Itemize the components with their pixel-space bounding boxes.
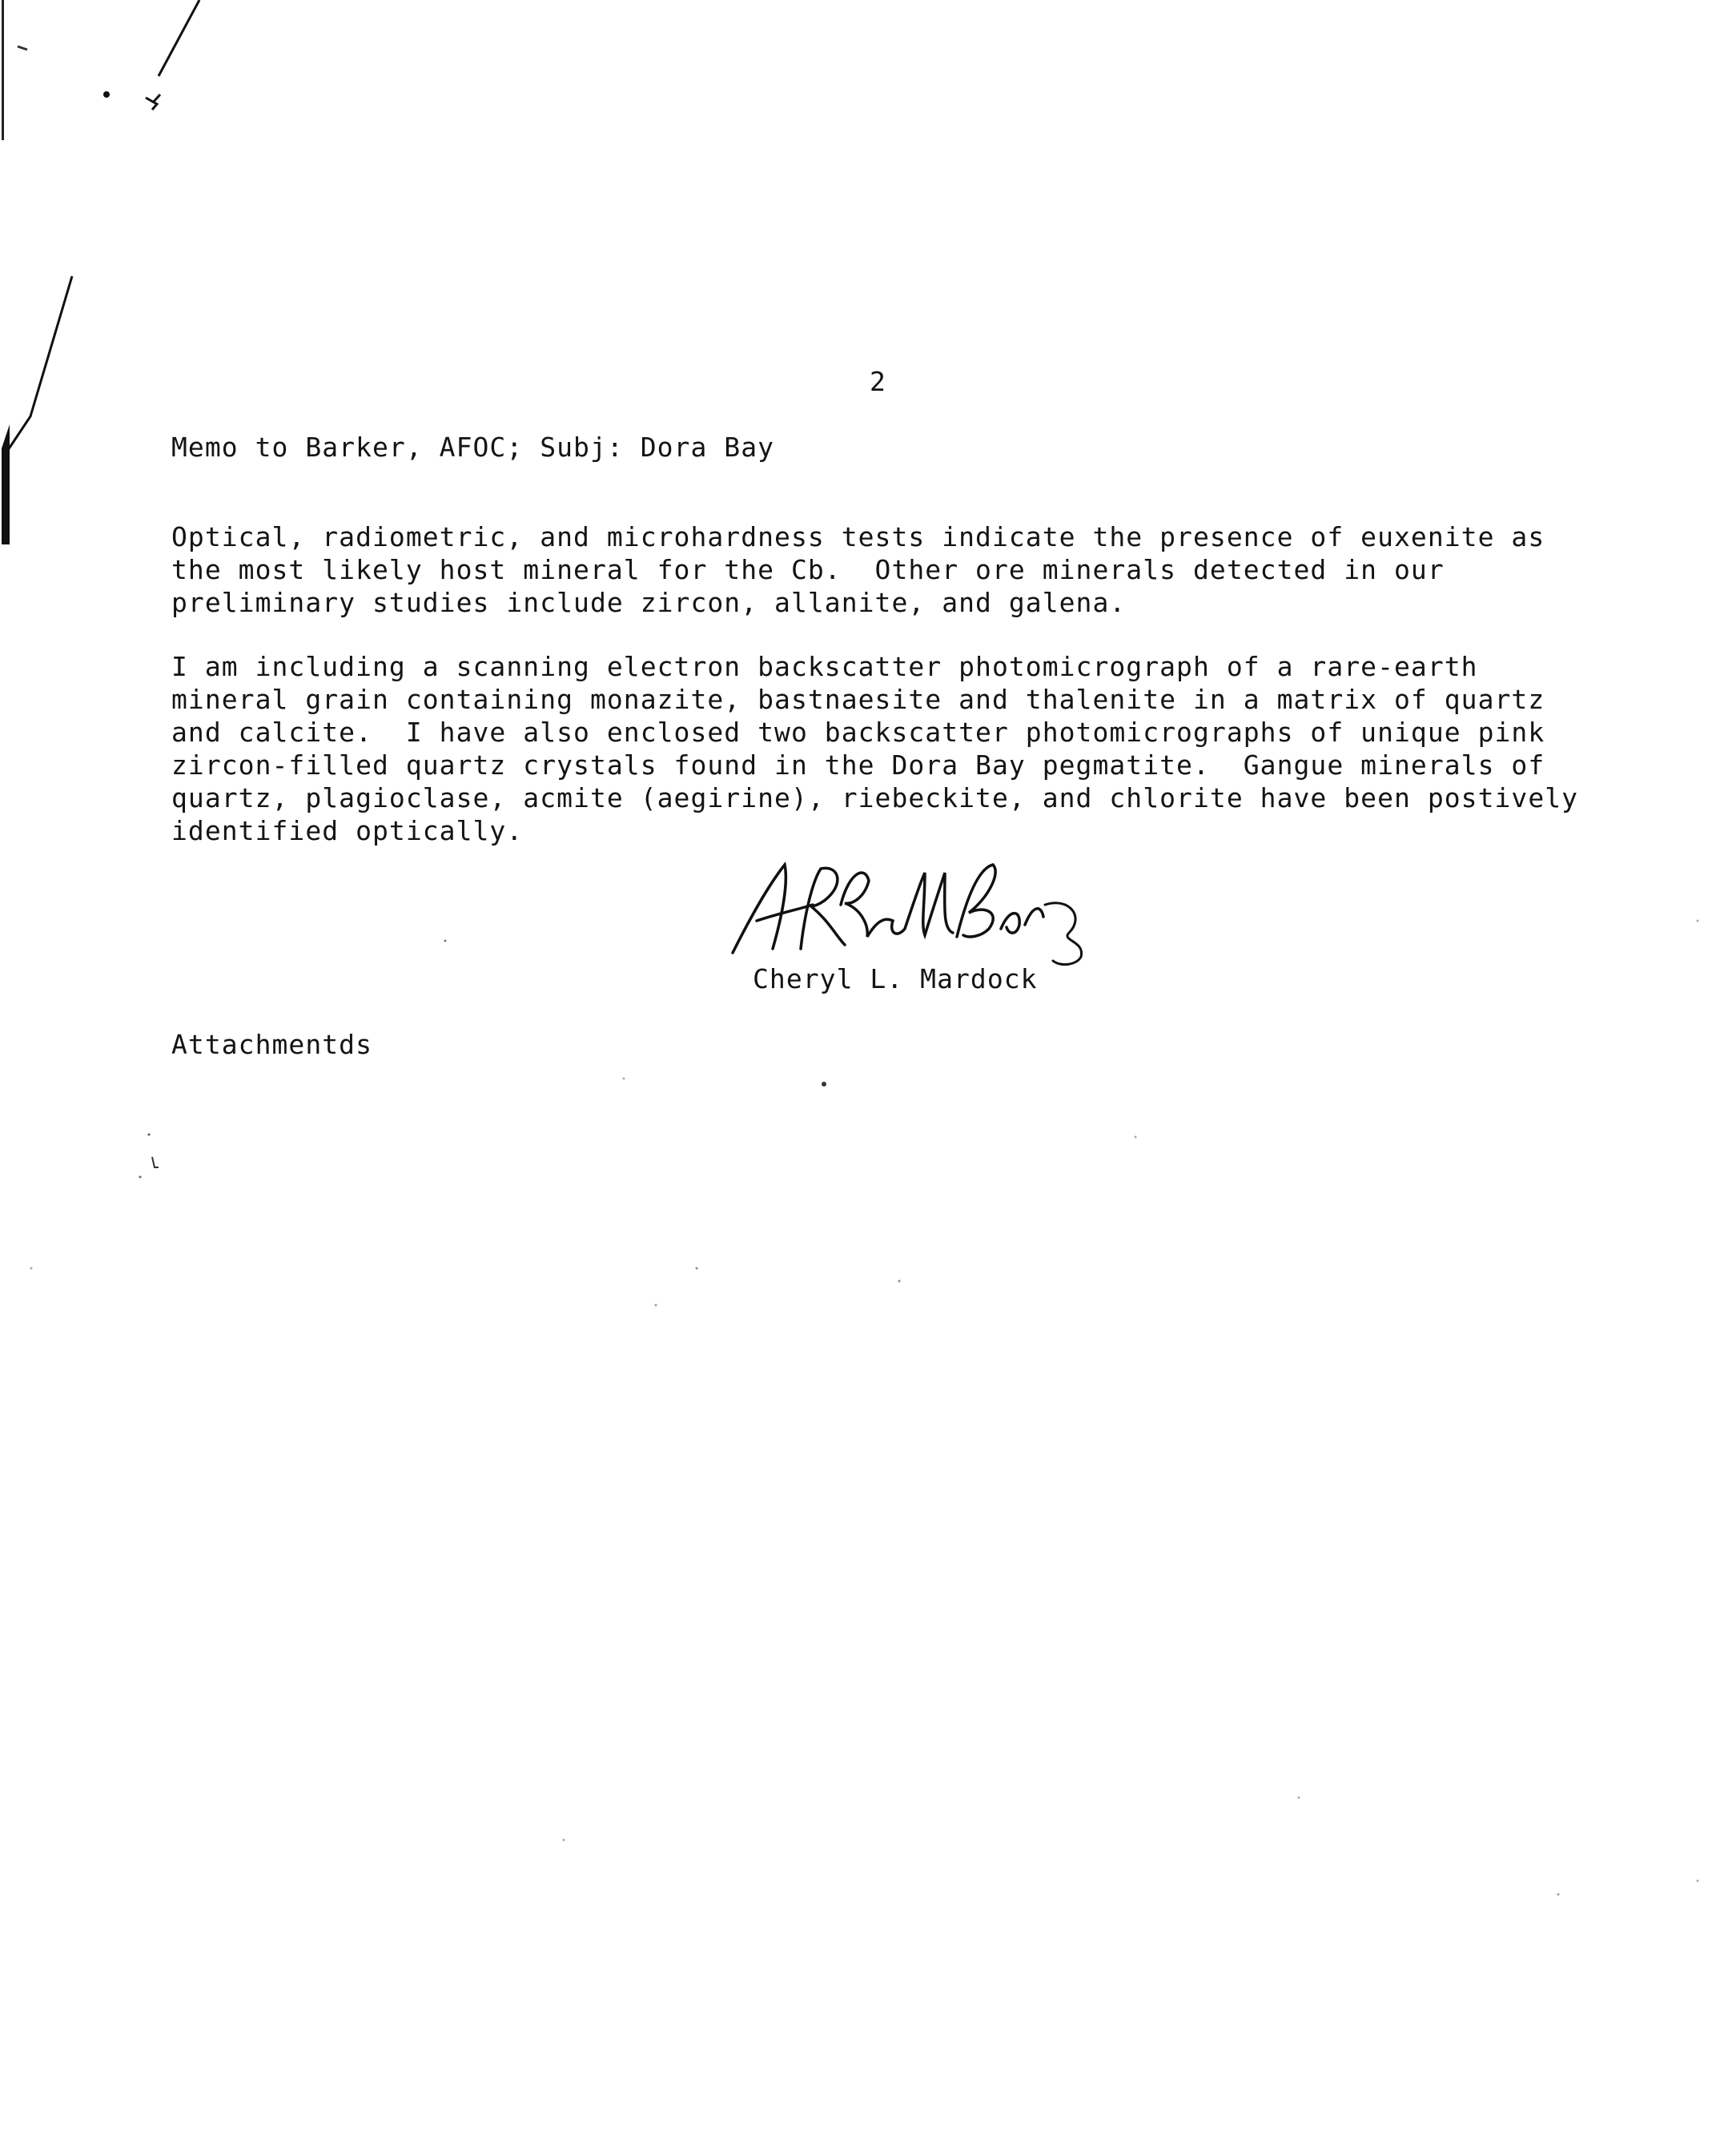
attachments-label: Attachmentds (171, 1029, 373, 1060)
paragraph-line: mineral grain containing monazite, bastnaesite and thalenite in a matrix of quartz (171, 684, 1545, 715)
paragraph-line: the most likely host mineral for the Cb. Other ore minerals detected in our (171, 554, 1445, 585)
body-paragraph-2 (171, 650, 1578, 847)
body-paragraph-1 (171, 520, 1545, 619)
handwritten-signature (725, 849, 1101, 969)
paragraph-line: identified optically. (171, 815, 524, 846)
paragraph-line: quartz, plagioclase, acmite (aegirine), riebeckite, and chlorite have been postively (171, 782, 1579, 813)
paragraph-line: Optical, radiometric, and microhardness tests indicate the presence of euxenite as (171, 521, 1545, 552)
signer-name: Cheryl L. Mardock (753, 963, 1038, 994)
memo-subject-line: Memo to Barker, AFOC; Subj: Dora Bay (171, 432, 775, 463)
paragraph-line: and calcite. I have also enclosed two backscatter photomicrographs of unique pink (171, 717, 1545, 748)
page-number: 2 (870, 366, 886, 397)
paragraph-line: zircon-filled quartz crystals found in the Dora Bay pegmatite. Gangue minerals of (171, 749, 1545, 781)
paragraph-line: I am including a scanning electron backscatter photomicrograph of a rare-earth (171, 651, 1478, 682)
paragraph-line: preliminary studies include zircon, allanite, and galena. (171, 587, 1127, 618)
